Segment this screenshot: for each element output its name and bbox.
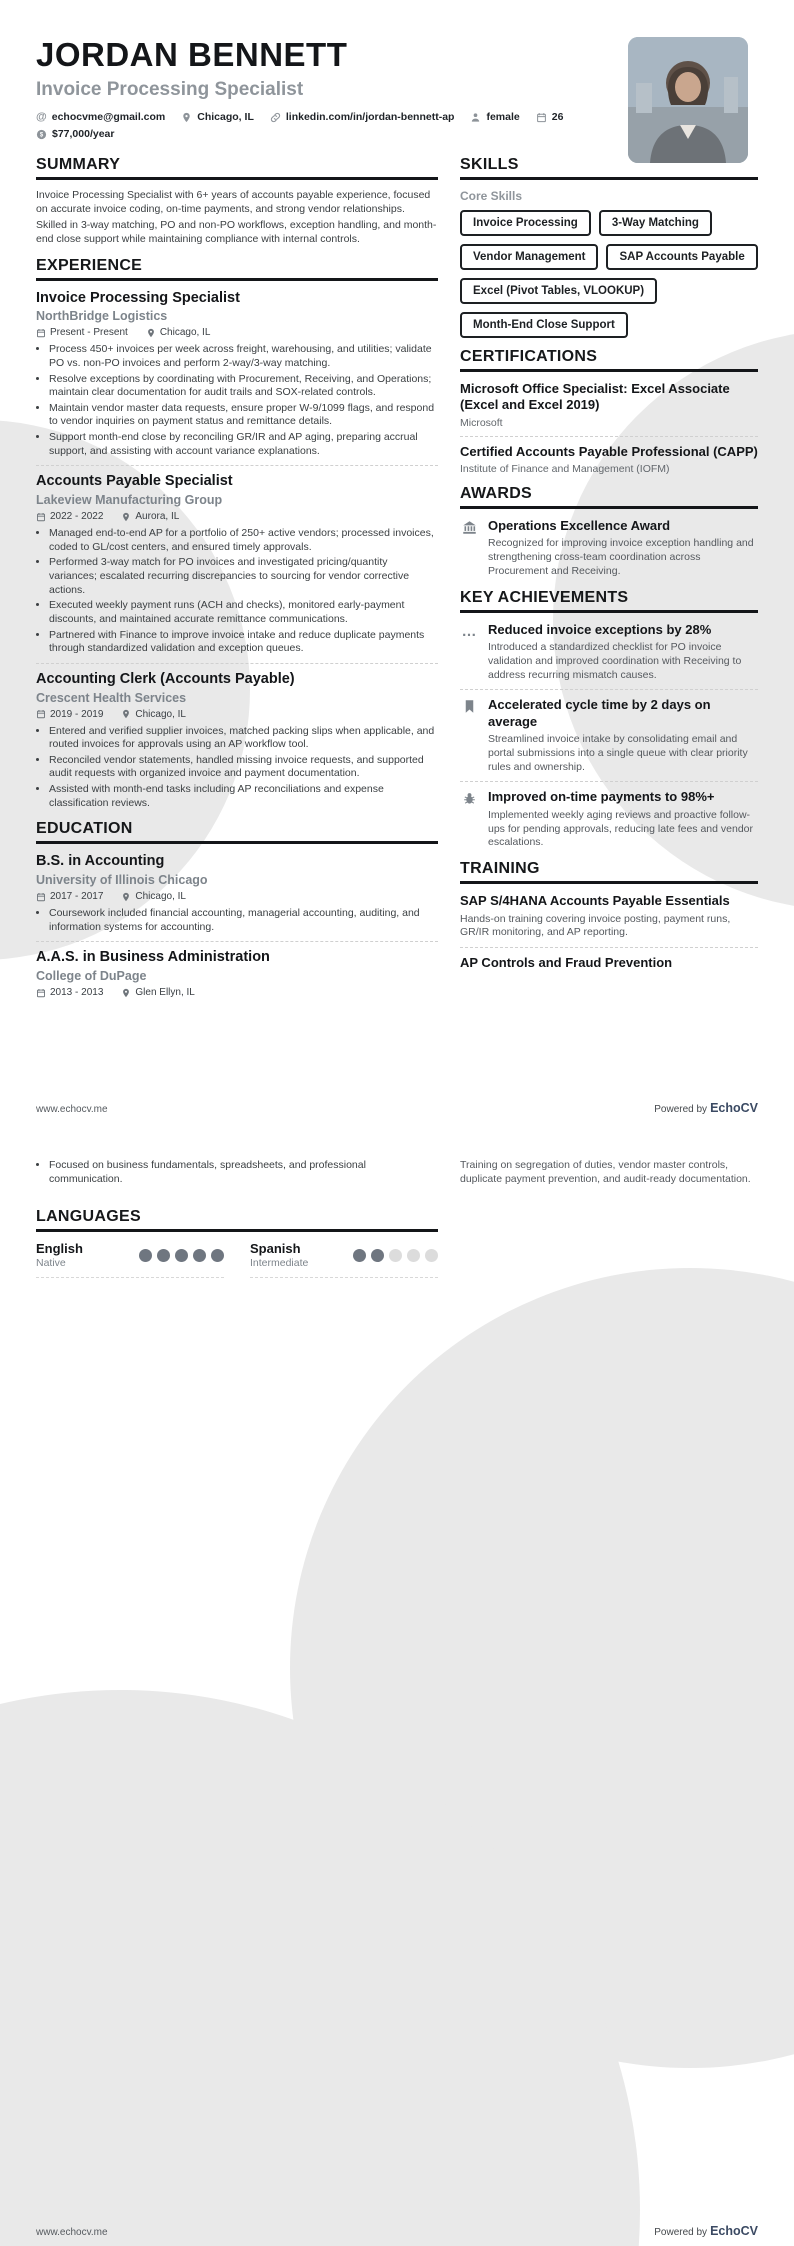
skill-chip: Excel (Pivot Tables, VLOOKUP) bbox=[460, 278, 657, 304]
certification-title: Certified Accounts Payable Professional (CAPP) bbox=[460, 443, 758, 459]
section-education bbox=[36, 820, 438, 998]
section-key-achievements bbox=[460, 589, 758, 851]
job-title: Accounts Payable Specialist bbox=[36, 473, 233, 490]
education-entry bbox=[36, 853, 438, 934]
job-bullet: • Reconciled vendor statements, handled missing invoice requests, and supported audit requests with organized invoice and payment documentation. bbox=[49, 754, 438, 781]
job-bullet: • Executed weekly payment runs (ACH and checks), monitored early-payment discounts, and maintained accurate remittance communications. bbox=[49, 599, 438, 626]
contact-linkedin[interactable]: linkedin.com/in/jordan-bennett-ap bbox=[270, 111, 455, 123]
entry-separator bbox=[460, 689, 758, 690]
footer-site-link[interactable]: www.echocv.me bbox=[36, 2227, 108, 2238]
entry-separator bbox=[460, 436, 758, 437]
job-bullet: • Maintain vendor master data requests, ensure proper W-9/1099 flags, and respond to vendor inquiries on payment status and remittance details. bbox=[49, 402, 438, 429]
experience-entry bbox=[36, 671, 438, 811]
svg-text:$: $ bbox=[39, 132, 44, 139]
award-entry bbox=[460, 518, 758, 579]
echocv-brand: EchoCV bbox=[710, 1101, 758, 1115]
job-title: Invoice Processing Specialist bbox=[36, 289, 240, 306]
company-name: NorthBridge Logistics bbox=[36, 309, 168, 324]
calendar-icon bbox=[536, 112, 547, 123]
job-bullet: • Performed 3-way match for PO invoices and investigated pricing/quantity variances; escalated recurring discrepancies to sourcing for vendor corrective actions. bbox=[49, 556, 438, 597]
education-bullet: • Focused on business fundamentals, spreadsheets, and professional communication. bbox=[49, 1159, 438, 1186]
achievement-description: Implemented weekly aging reviews and proactive follow-ups for pending approvals, reducing late fees and vendor escalations. bbox=[488, 808, 754, 849]
job-location: Aurora, IL bbox=[121, 511, 179, 522]
degree-title: A.A.S. in Business Administration bbox=[36, 949, 270, 966]
page-2 bbox=[0, 1123, 794, 2246]
calendar-icon bbox=[36, 328, 46, 338]
calendar-icon bbox=[36, 512, 46, 522]
training-title: SAP S/4HANA Accounts Payable Essentials bbox=[460, 893, 730, 909]
link-icon bbox=[270, 112, 281, 123]
training-heading: TRAINING bbox=[460, 860, 758, 884]
summary-paragraph: Skilled in 3-way matching, PO and non-PO workflows, exception handling, and month-end close support while maintaining compliance with internal controls. bbox=[36, 219, 437, 245]
language-rating-dots bbox=[139, 1249, 224, 1262]
calendar-icon bbox=[36, 988, 46, 998]
achievement-entry bbox=[460, 622, 758, 683]
person-icon bbox=[470, 112, 481, 123]
language-entry bbox=[250, 1241, 438, 1278]
skill-chip: Month-End Close Support bbox=[460, 312, 628, 338]
certification-title: Microsoft Office Specialist: Excel Associate (Excel and Excel 2019) bbox=[460, 381, 730, 413]
section-certifications bbox=[460, 348, 758, 475]
certifications-heading: CERTIFICATIONS bbox=[460, 348, 758, 372]
education-entry bbox=[36, 949, 438, 998]
entry-separator bbox=[36, 465, 438, 466]
education-entry-continued bbox=[36, 1159, 438, 1186]
footer-powered-by: Powered by EchoCV bbox=[654, 1101, 758, 1115]
award-title: Operations Excellence Award bbox=[488, 517, 671, 533]
school-name: University of Illinois Chicago bbox=[36, 873, 208, 888]
footer-site-link[interactable]: www.echocv.me bbox=[36, 1104, 108, 1115]
achievement-title: Improved on-time payments to 98%+ bbox=[488, 789, 715, 805]
job-bullet: • Support month-end close by reconciling GR/IR and AP aging, preparing accrual support, and assisting with account variance explanations. bbox=[49, 431, 438, 458]
degree-title: B.S. in Accounting bbox=[36, 853, 165, 870]
achievement-description: Streamlined invoice intake by consolidating email and portal submissions into a single queue with clear priority rules and ownership. bbox=[488, 732, 748, 773]
contact-gender: female bbox=[470, 111, 519, 123]
key-achievements-heading: KEY ACHIEVEMENTS bbox=[460, 589, 758, 613]
language-level: Intermediate bbox=[250, 1257, 309, 1270]
entry-separator bbox=[460, 781, 758, 782]
person-job-title: Invoice Processing Specialist bbox=[36, 79, 304, 100]
experience-heading: EXPERIENCE bbox=[36, 257, 438, 281]
job-bullet: • Process 450+ invoices per week across freight, warehousing, and utilities; validate PO vs. non-PO invoices and perform 2-way/3-way matching. bbox=[49, 343, 438, 370]
pin-icon bbox=[121, 892, 131, 902]
ellipsis-icon: … bbox=[461, 622, 477, 640]
job-title: Accounting Clerk (Accounts Payable) bbox=[36, 670, 295, 687]
section-languages bbox=[36, 1208, 438, 1278]
skill-chip: Vendor Management bbox=[460, 244, 598, 270]
skills-heading: SKILLS bbox=[460, 156, 758, 180]
language-name: Spanish bbox=[250, 1241, 301, 1257]
page-footer bbox=[36, 2224, 758, 2238]
certification-issuer: Institute of Finance and Management (IOFM) bbox=[460, 462, 670, 475]
pin-icon bbox=[121, 988, 131, 998]
certification-entry bbox=[460, 381, 758, 429]
pin-icon bbox=[146, 328, 156, 338]
contact-salary: $ $77,000/year bbox=[36, 128, 114, 140]
certification-issuer: Microsoft bbox=[460, 416, 503, 429]
language-level: Native bbox=[36, 1257, 66, 1270]
company-name: Lakeview Manufacturing Group bbox=[36, 493, 223, 508]
job-dates: 2019 - 2019 bbox=[36, 709, 103, 720]
achievement-entry bbox=[460, 697, 758, 774]
education-dates: 2017 - 2017 bbox=[36, 891, 103, 902]
education-heading: EDUCATION bbox=[36, 820, 438, 844]
skill-chip: 3-Way Matching bbox=[599, 210, 712, 236]
job-bullet: • Managed end-to-end AP for a portfolio of 250+ active vendors; processed invoices, coded to GL/cost centers, and ensured timely approvals. bbox=[49, 527, 438, 554]
summary-heading: SUMMARY bbox=[36, 156, 438, 180]
section-awards bbox=[460, 485, 758, 579]
at-icon: @ bbox=[36, 110, 47, 123]
job-bullet: • Partnered with Finance to improve invoice intake and reduce duplicate payments through standardized validation and exception queues. bbox=[49, 629, 438, 656]
footer-powered-by: Powered by EchoCV bbox=[654, 2224, 758, 2238]
training-entry bbox=[460, 955, 758, 971]
dollar-icon bbox=[36, 129, 47, 140]
bookmark-icon bbox=[460, 697, 478, 774]
education-location: Glen Ellyn, IL bbox=[121, 987, 194, 998]
certification-entry bbox=[460, 444, 758, 475]
language-entry bbox=[36, 1241, 224, 1278]
job-location: Chicago, IL bbox=[121, 709, 186, 720]
entry-separator bbox=[460, 947, 758, 948]
page-footer bbox=[36, 1101, 758, 1115]
section-training bbox=[460, 860, 758, 971]
bug-icon bbox=[460, 789, 478, 850]
skill-chip-list bbox=[460, 210, 758, 338]
language-name: English bbox=[36, 1241, 83, 1257]
award-description: Recognized for improving invoice exception handling and strengthening cross-team coordination across Procurement and Receiving. bbox=[488, 537, 754, 577]
contact-location: Chicago, IL bbox=[181, 111, 254, 123]
education-bullet: • Coursework included financial accounting, managerial accounting, auditing, and information systems for accounting. bbox=[49, 907, 438, 934]
education-dates: 2013 - 2013 bbox=[36, 987, 103, 998]
school-name: College of DuPage bbox=[36, 969, 147, 984]
entry-separator bbox=[36, 663, 438, 664]
training-title: AP Controls and Fraud Prevention bbox=[460, 955, 673, 971]
job-dates: Present - Present bbox=[36, 327, 128, 338]
person-name: JORDAN BENNETT bbox=[36, 36, 348, 73]
job-dates: 2022 - 2022 bbox=[36, 511, 103, 522]
profile-photo bbox=[628, 37, 748, 163]
job-bullet: • Resolve exceptions by coordinating with Procurement, Receiving, and Operations; maintain clear documentation for audit trails and SOX-related controls. bbox=[49, 373, 438, 400]
skill-chip: Invoice Processing bbox=[460, 210, 591, 236]
pin-icon bbox=[121, 709, 131, 719]
training-description: Training on segregation of duties, vendor master controls, duplicate payment prevention, and audit-ready documentation. bbox=[460, 1159, 751, 1185]
training-description: Hands-on training covering invoice posting, payment runs, GR/IR monitoring, and AP reporting. bbox=[460, 912, 731, 939]
section-summary bbox=[36, 156, 438, 247]
language-rating-dots bbox=[353, 1249, 438, 1262]
language-list bbox=[36, 1241, 438, 1278]
pin-icon bbox=[181, 112, 192, 123]
languages-heading: LANGUAGES bbox=[36, 1208, 438, 1232]
contact-age: 26 bbox=[536, 111, 564, 123]
contact-email[interactable]: @ echocvme@gmail.com bbox=[36, 110, 166, 123]
achievement-title: Reduced invoice exceptions by 28% bbox=[488, 621, 712, 637]
achievement-entry bbox=[460, 789, 758, 850]
training-entry-continued bbox=[460, 1159, 758, 1187]
bank-icon bbox=[460, 518, 478, 579]
training-entry bbox=[460, 893, 758, 940]
experience-entry bbox=[36, 473, 438, 655]
experience-entry bbox=[36, 290, 438, 459]
job-bullet: • Assisted with month-end tasks including AP reconciliations and expense classification reviews. bbox=[49, 783, 438, 810]
skill-chip: SAP Accounts Payable bbox=[606, 244, 757, 270]
job-bullet: • Entered and verified supplier invoices, matched packing slips when applicable, and routed invoices for approvals using an AP workflow tool. bbox=[49, 725, 438, 752]
job-location: Chicago, IL bbox=[146, 327, 211, 338]
education-location: Chicago, IL bbox=[121, 891, 186, 902]
achievement-title: Accelerated cycle time by 2 days on average bbox=[488, 697, 711, 729]
skills-group-label: Core Skills bbox=[460, 189, 523, 203]
pin-icon bbox=[121, 512, 131, 522]
echocv-brand: EchoCV bbox=[710, 2224, 758, 2238]
awards-heading: AWARDS bbox=[460, 485, 758, 509]
resume-header bbox=[36, 36, 758, 140]
section-experience bbox=[36, 257, 438, 811]
calendar-icon bbox=[36, 892, 46, 902]
calendar-icon bbox=[36, 709, 46, 719]
entry-separator bbox=[36, 941, 438, 942]
achievement-description: Introduced a standardized checklist for PO invoice validation and improved coordination with Receiving to address recurring mismatch causes. bbox=[488, 640, 742, 681]
section-skills bbox=[460, 156, 758, 338]
company-name: Crescent Health Services bbox=[36, 690, 187, 705]
summary-paragraph: Invoice Processing Specialist with 6+ years of accounts payable experience, focused on accurate invoice coding, on-time payments, and strong vendor relationships. bbox=[36, 189, 431, 215]
contact-row bbox=[36, 111, 618, 140]
